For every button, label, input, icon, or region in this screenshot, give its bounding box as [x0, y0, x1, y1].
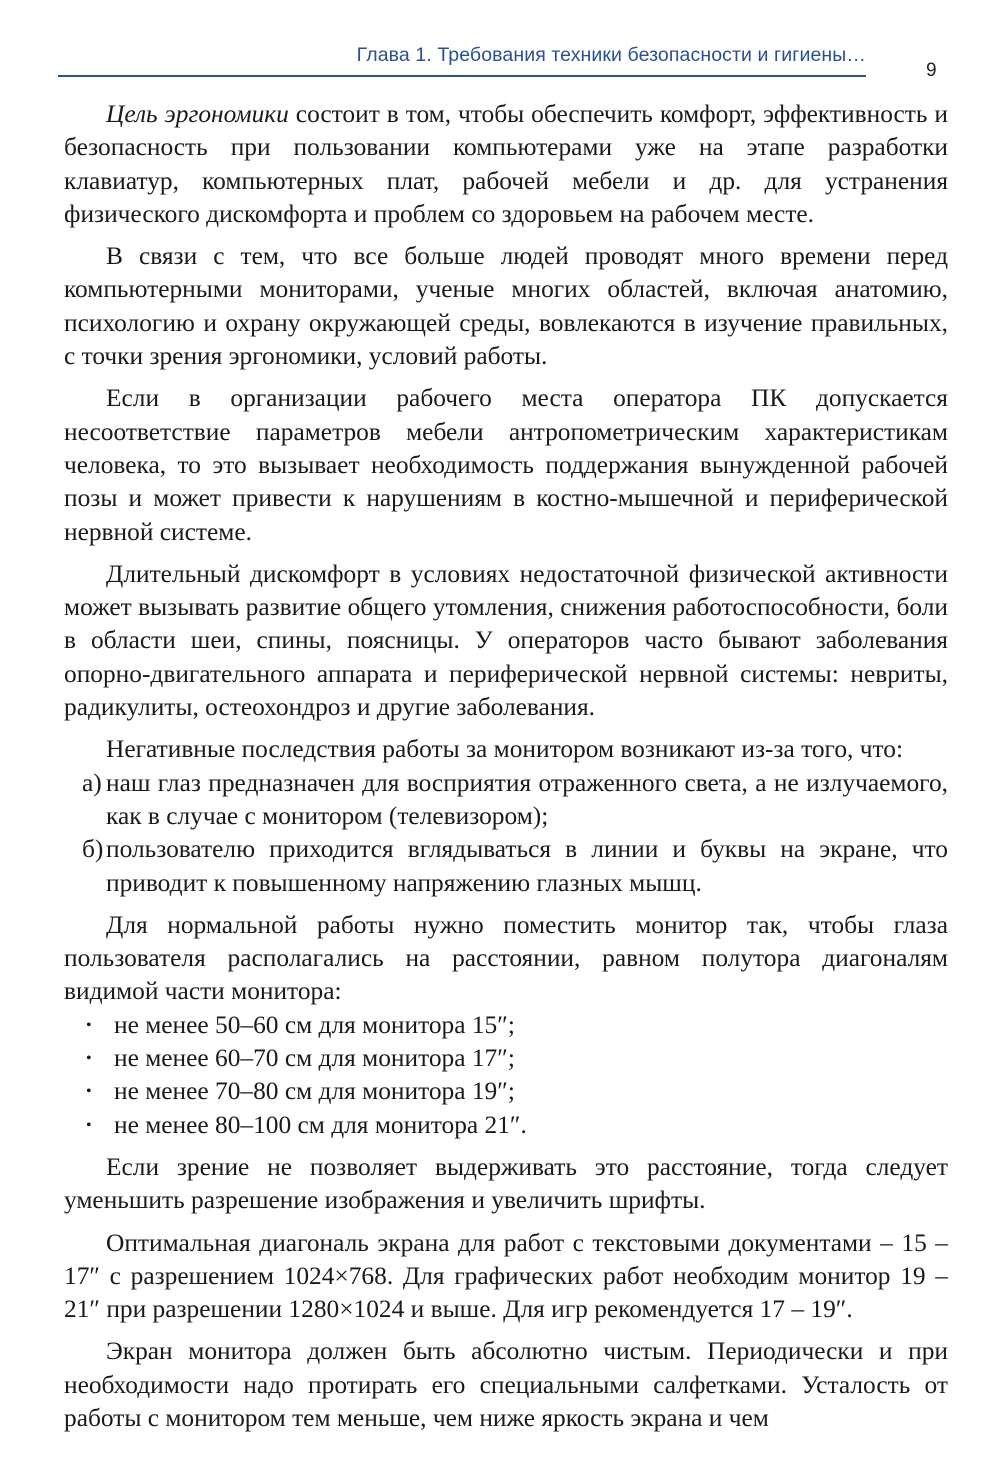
list-item: [64, 1109, 948, 1142]
paragraph-text: состоит в том, чтобы обеспечить комфорт, эффективность и безопасность при пользовании компьютерами уже на этапе разработки клавиатур, компьютерных плат, рабочей мебели и др. для устранения физического дискомфорта и проблем со здоровьем на рабочем месте.: [64, 100, 949, 228]
list-item-text: наш глаз предназначен для восприятия отраженного света, а не излучаемого, как в случае с монитором (телевизором);: [106, 768, 948, 830]
page-number: 9: [926, 60, 937, 81]
list-item-text: пользователю приходится вглядываться в линии и буквы на экране, что приводит к повышенному напряжению глазных мышц.: [106, 835, 948, 897]
list-item: [64, 1042, 948, 1075]
list-item: [64, 1009, 948, 1042]
running-header: Глава 1. Требования техники безопасности и гигиены…: [58, 44, 866, 77]
paragraph-ergonomics-goal: [64, 98, 948, 231]
list-marker: б): [82, 835, 104, 864]
page-body: [64, 98, 948, 1444]
paragraph-workplace: Если в организации рабочего места оператора ПК допускается несоответствие параметров мебели антропометрическим характеристикам человека, то это вызывает необходимость поддержания вынужденной рабочей позы и может привести к нарушениям в костно-мышечной и периферической нервной системе.: [64, 384, 948, 546]
paragraph-research: В связи с тем, что все больше людей проводят много времени перед компьютерными мониторами, ученые многих областей, включая анатомию, психологию и охрану окружающей среды, вовлекаются в изучение правильных, с точки зрения эргономики, условий работы.: [64, 242, 948, 371]
paragraph-screen-cleanliness: Экран монитора должен быть абсолютно чистым. Периодически и при необходимости надо протирать его специальными салфетками. Усталость от работы с монитором тем меньше, чем ниже яркость экрана и чем: [64, 1337, 948, 1432]
paragraph-monitor-distance: Для нормальной работы нужно поместить монитор так, чтобы глаза пользователя располагались на расстоянии, равном полутора диагоналям видимой части монитора:: [64, 910, 948, 1006]
italic-term: Цель эргономики: [106, 100, 289, 128]
paragraph-discomfort: Длительный дискомфорт в условиях недостаточной физической активности может вызывать развитие общего утомления, снижения работоспособности, боли в области шеи, спины, поясницы. У операторов часто бывают заболевания опорно-двигательного аппарата и периферической нервной системы: невриты, радикулиты, остеохондроз и другие заболевания.: [64, 559, 948, 722]
bullet-icon: •: [86, 1016, 92, 1034]
list-item-text: не менее 80–100 см для монитора 21″.: [114, 1110, 527, 1139]
bullet-icon: •: [86, 1083, 92, 1101]
list-item-text: не менее 70–80 см для монитора 19″;: [114, 1077, 515, 1106]
paragraph-vision: Если зрение не позволяет выдерживать это расстояние, тогда следует уменьшить разрешение изображения и увеличить шрифты.: [64, 1152, 948, 1215]
list-marker: а): [82, 768, 102, 797]
list-item: [64, 1075, 948, 1108]
list-item-text: не менее 50–60 см для монитора 15″;: [114, 1010, 515, 1039]
paragraph-negative-effects: Негативные последствия работы за монитором возникают из-за того, что:: [106, 735, 904, 764]
list-item-text: не менее 60–70 см для монитора 17″;: [114, 1044, 515, 1073]
bullet-list: [64, 1009, 948, 1142]
list-item: [64, 833, 948, 900]
lettered-list: [64, 767, 948, 900]
list-item: [64, 767, 948, 834]
bullet-icon: •: [86, 1050, 92, 1068]
bullet-icon: •: [86, 1116, 92, 1134]
paragraph-optimal-diagonal: Оптимальная диагональ экрана для работ с текстовыми документами – 15 – 17″ с разрешением 1024×768. Для графических работ необходим монитор 19 – 21″ при разрешении 1280×1024 и выше. Для игр рекомендуется 17 – 19″.: [64, 1228, 948, 1324]
